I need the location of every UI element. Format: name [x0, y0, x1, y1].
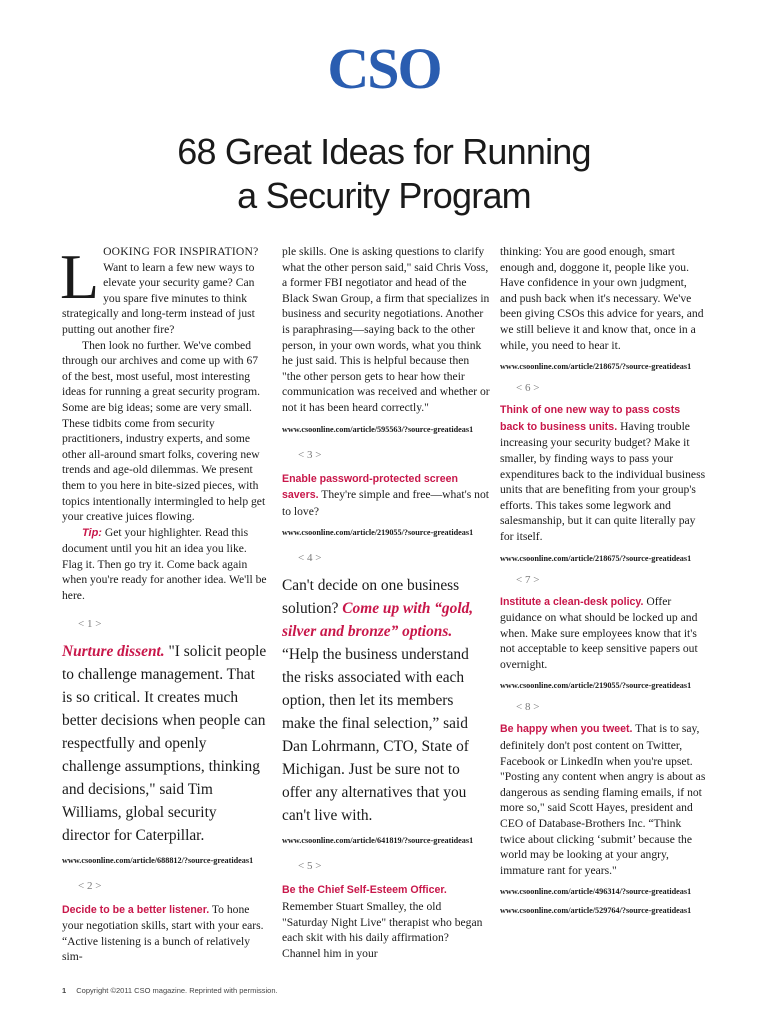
item-8-text: That is to say, definitely don't post content on Twitter, Facebook or LinkedIn when you're upset. "Posting any content when angry is about as dangerous as sending flaming emails, if not more so," said Scott Hayes, president and CEO of Database-Brothers Inc. “Think twice about clicking ‘submit’ because the world may be looking at your angry, immature rant for years."	[500, 722, 706, 877]
item-4-url[interactable]: www.csoonline.com/article/641819/?source-greatideas1	[282, 836, 474, 846]
column-3	[500, 244, 706, 916]
item-3-heading: Enable password-protected screen savers.	[282, 472, 459, 502]
item-6-text: Having trouble increasing your security budget? Make it smaller, by finding ways to pass your expenditures back to the individual business units that are benefiting from your group's efforts. This takes some legwork and salesmanship, but it can quite literally pay for itself.	[500, 419, 706, 543]
item-5-continued: thinking: You are good enough, smart enough and, doggone it, people like you. Have confidence in your own judgment, and push back when it's necessary. We've been giving CSOs this advice for years, and we still believe it and know that, once in a while, you need to hear it.	[500, 245, 704, 352]
item-number-6: < 6 >	[516, 382, 540, 395]
page-footer	[62, 986, 278, 995]
intro-paragraph-1	[60, 241, 268, 338]
item-7-text: Offer guidance on what should be locked up and when. Make sure employees know that it's not acceptable to keep sensitive papers out overnight.	[500, 594, 698, 671]
item-5-heading: Be the Chief Self-Esteem Officer.	[282, 884, 447, 897]
item-6-url[interactable]: www.csoonline.com/article/218675/?source-greatideas1	[500, 553, 692, 563]
column-2	[282, 244, 490, 961]
item-number-1: < 1 >	[78, 617, 102, 630]
title-line-1: 68 Great Ideas for Running	[177, 131, 591, 172]
item-2-url[interactable]: www.csoonline.com/article/595563/?source-greatideas1	[282, 424, 474, 434]
tip-label: Tip:	[82, 526, 102, 539]
lead-caps: OOKING FOR INSPIRATION?	[103, 245, 259, 258]
item-4-lead: Can't decide on one business solution?	[282, 577, 460, 618]
item-1-text: "I solicit people to challenge management. That is so critical. It creates much better decisions when people can respectfully and openly challenge assumptions, thinking and decisions," said Tim Williams, global security director for Caterpillar.	[62, 642, 267, 844]
item-number-4: < 4 >	[298, 552, 322, 565]
item-7-heading: Institute a clean-desk policy.	[500, 595, 644, 608]
item-1-url[interactable]: www.csoonline.com/article/688812/?source-greatideas1	[62, 855, 254, 865]
item-4	[282, 574, 490, 827]
item-7	[500, 594, 706, 673]
item-number-5: < 5 >	[298, 860, 322, 873]
item-5-url[interactable]: www.csoonline.com/article/218675/?source-greatideas1	[500, 362, 692, 372]
item-4-heading: Come up with “gold, silver and bronze” options.	[282, 600, 474, 641]
item-8-url-1[interactable]: www.csoonline.com/article/496314/?source-greatideas1	[500, 887, 692, 897]
item-number-2: < 2 >	[78, 879, 102, 892]
item-5	[282, 882, 490, 961]
item-7-url[interactable]: www.csoonline.com/article/219055/?source-greatideas1	[500, 681, 692, 691]
item-8	[500, 721, 706, 878]
item-1	[62, 640, 268, 847]
item-number-8: < 8 >	[516, 701, 540, 714]
item-2-heading: Decide to be a better listener.	[62, 903, 210, 916]
drop-cap: L	[60, 241, 100, 312]
item-number-3: < 3 >	[298, 448, 322, 461]
title-line-2: a Security Program	[237, 175, 531, 216]
item-3-text: They're simple and free—what's not to love?	[282, 488, 489, 518]
item-2-continued: ple skills. One is asking questions to clarify what the other person said," said Chris Voss, a former FBI negotiator and head of the Black Swan Group, a firm that specializes in business and security negotiations. Another is paraphrasing—saying back to the other person, in your own words, what you think he just said. This is helpful because then "the other person gets to hear how their communication was received and whether or not it has been heard correctly."	[282, 245, 490, 414]
item-2	[62, 902, 268, 965]
item-6	[500, 402, 706, 544]
item-3-url[interactable]: www.csoonline.com/article/219055/?source-greatideas1	[282, 528, 474, 538]
copyright-notice: Copyright ©2011 CSO magazine. Reprinted with permission.	[76, 986, 278, 995]
cso-logo: CSO	[327, 36, 441, 101]
item-6-heading: Think of one new way to pass costs back to business units.	[500, 404, 681, 433]
item-4-text: “Help the business understand the risks associated with each option, then let its members make the final selection,” said Dan Lohrmann, CTO, State of Michigan. Just be sure not to offer any alternatives that you can't live with.	[282, 646, 469, 825]
intro-paragraph-2: Then look no further. We've combed through our archives and come up with 67 of the best, most useful, most interesting ideas for running a great security program. Some are big ideas; some are very small. These tidbits come from security practitioners, industry experts, and some other all-around smart folks, covering new trends and age-old dilemmas. We present them to you here in bite-sized pieces, with topics intentionally intermingled to help get your creative juices flowing.	[62, 338, 266, 524]
item-3	[282, 471, 490, 520]
tip-paragraph	[62, 525, 268, 604]
page-number: 1	[62, 986, 67, 995]
item-8-heading: Be happy when you tweet.	[500, 723, 633, 736]
item-number-7: < 7 >	[516, 573, 540, 586]
page-title	[0, 130, 768, 218]
item-5-text: Remember Stuart Smalley, the old "Saturday Night Live" therapist who began each skit with his daily affirmation? Channel him in your	[282, 899, 483, 960]
item-2-text: To hone your negotiation skills, start with your ears. “Active listening is a bunch of relatively sim-	[62, 902, 264, 964]
item-1-heading: Nurture dissent.	[62, 642, 165, 660]
item-8-url-2[interactable]: www.csoonline.com/article/529764/?source-greatideas1	[500, 906, 692, 916]
column-1	[60, 241, 268, 965]
tip-text: Get your highlighter. Read this document until you hit an idea you like. Flag it. Then go try it. Come back again when you're ready for another idea. We'll be here.	[62, 525, 267, 603]
intro-text: Want to learn a few new ways to elevate your security game? Can you spare five minutes to think strategically and long-term instead of just putting out another fire?	[62, 260, 255, 336]
